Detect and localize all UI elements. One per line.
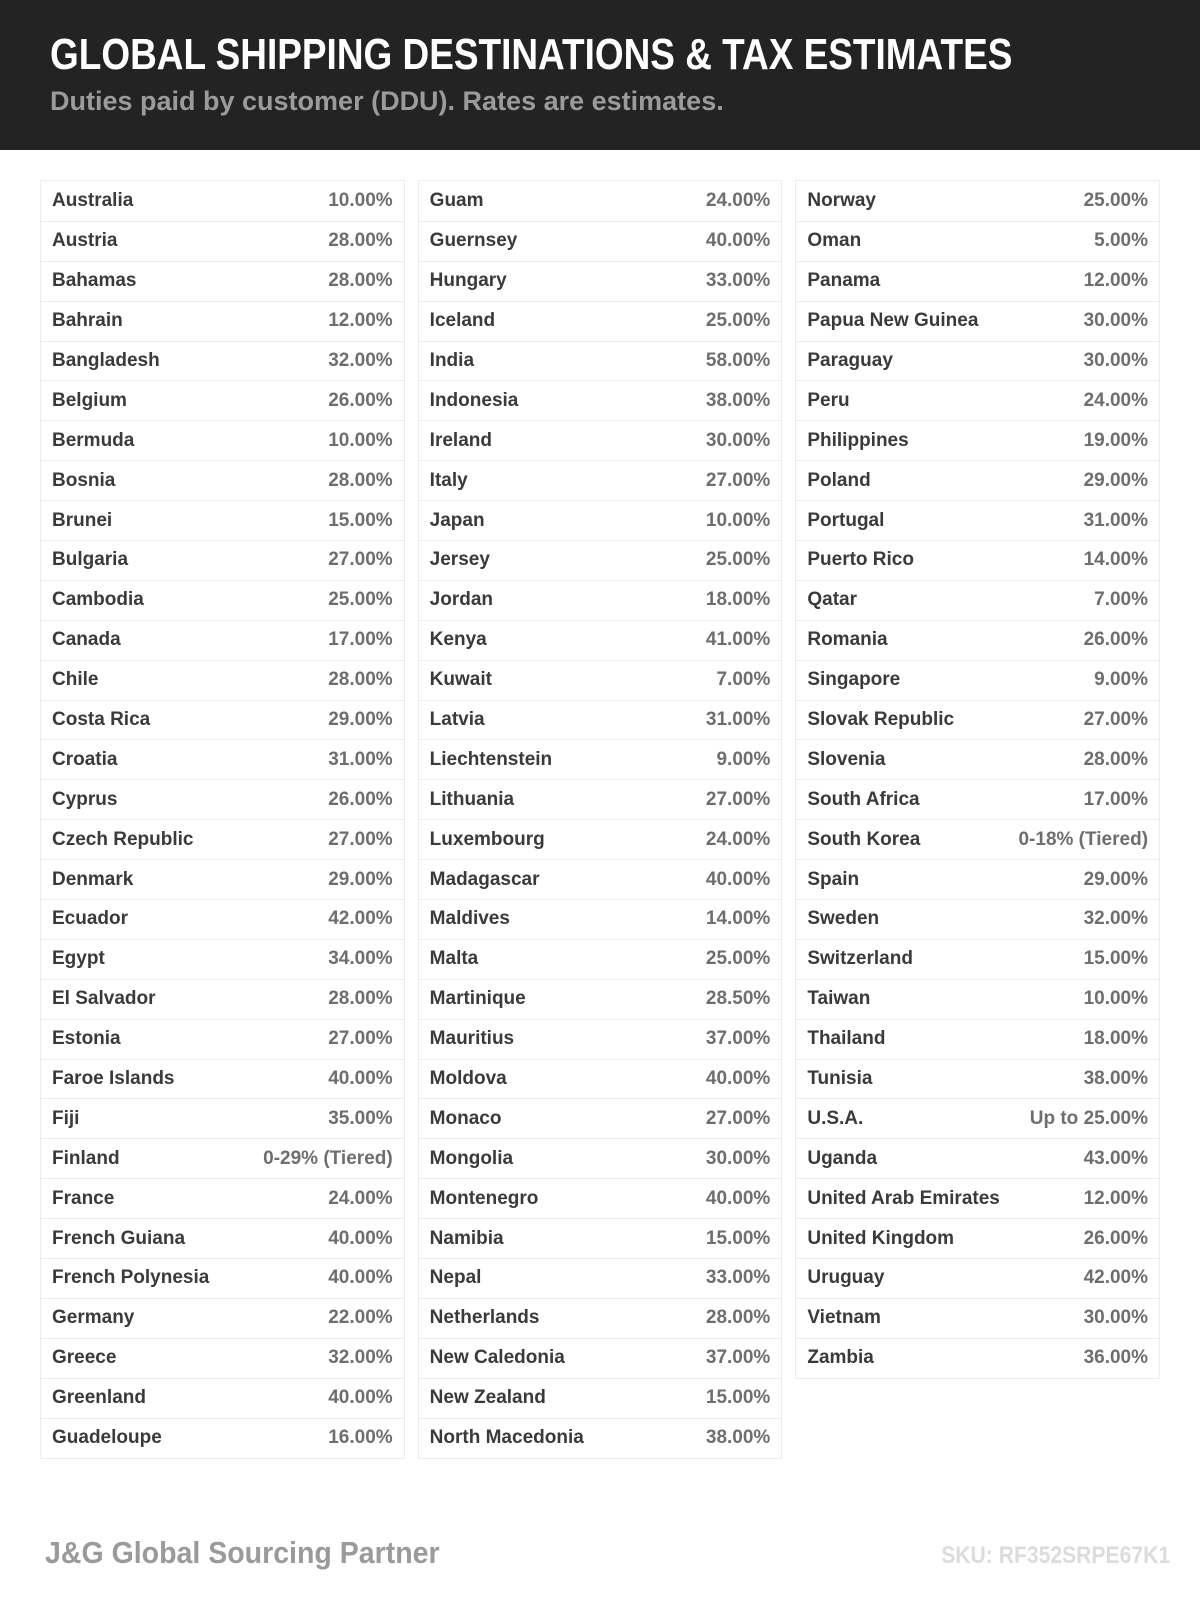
country-name: Ecuador bbox=[52, 908, 129, 930]
country-name: Portugal bbox=[807, 509, 885, 531]
country-name: Bulgaria bbox=[52, 549, 129, 571]
table-row bbox=[419, 1138, 782, 1178]
tax-rate: 24.00% bbox=[705, 189, 771, 211]
country-name: Namibia bbox=[429, 1227, 504, 1249]
country-name: Sweden bbox=[807, 908, 880, 930]
country-name: Puerto Rico bbox=[807, 549, 914, 571]
country-name: New Zealand bbox=[429, 1387, 546, 1409]
tax-rate: 26.00% bbox=[1083, 629, 1149, 651]
country-name: Paraguay bbox=[807, 350, 893, 371]
tax-rate: 40.00% bbox=[328, 1227, 393, 1249]
tax-rate: 25.00% bbox=[705, 310, 771, 332]
country-name: Bahrain bbox=[52, 310, 123, 332]
country-name: New Caledonia bbox=[429, 1347, 565, 1369]
country-name: Faroe Islands bbox=[52, 1068, 175, 1090]
table-row bbox=[419, 261, 782, 301]
tax-rate: 30.00% bbox=[1083, 1307, 1149, 1329]
table-row bbox=[41, 420, 404, 460]
tax-rate: 18.00% bbox=[705, 589, 771, 611]
tax-rate: 15.00% bbox=[328, 509, 393, 531]
tax-rate: 14.00% bbox=[705, 908, 771, 930]
table-row bbox=[41, 739, 404, 779]
tax-rate: 27.00% bbox=[705, 469, 771, 491]
table-row bbox=[796, 380, 1159, 420]
tax-rate: 24.00% bbox=[328, 1187, 393, 1209]
table-row bbox=[419, 779, 782, 819]
table-row bbox=[419, 1378, 782, 1418]
country-name: El Salvador bbox=[52, 988, 156, 1010]
country-name: Montenegro bbox=[429, 1187, 539, 1209]
table-row bbox=[796, 899, 1159, 939]
tax-rate: 5.00% bbox=[1094, 230, 1149, 252]
table-row bbox=[419, 620, 782, 660]
table-row bbox=[796, 540, 1159, 580]
country-name: Slovenia bbox=[807, 748, 886, 770]
brand-text: J&G Global Sourcing Partner bbox=[45, 1534, 440, 1570]
table-row bbox=[41, 580, 404, 620]
tax-rate: 27.00% bbox=[328, 828, 393, 850]
table-row bbox=[796, 460, 1159, 500]
country-name: Jersey bbox=[429, 549, 490, 571]
table-row bbox=[419, 301, 782, 341]
country-name: Latvia bbox=[429, 709, 485, 731]
country-name: France bbox=[52, 1187, 115, 1209]
table-row bbox=[41, 779, 404, 819]
country-name: French Guiana bbox=[52, 1227, 186, 1249]
country-name: Qatar bbox=[807, 589, 857, 611]
tax-rate: 24.00% bbox=[1083, 389, 1149, 411]
table-row bbox=[41, 1378, 404, 1418]
table-row bbox=[419, 221, 782, 261]
country-name: Uruguay bbox=[807, 1267, 885, 1289]
rates-tables bbox=[40, 180, 1160, 1459]
table-row bbox=[796, 1338, 1159, 1378]
country-name: Papua New Guinea bbox=[807, 310, 979, 332]
country-name: Tunisia bbox=[807, 1068, 873, 1090]
country-name: French Polynesia bbox=[52, 1267, 210, 1289]
country-name: Australia bbox=[52, 189, 134, 211]
country-name: Denmark bbox=[52, 868, 134, 890]
country-name: Mongolia bbox=[429, 1147, 514, 1169]
table-row bbox=[796, 1178, 1159, 1218]
country-name: Guadeloupe bbox=[52, 1427, 162, 1449]
table-row bbox=[41, 1178, 404, 1218]
country-name: Japan bbox=[429, 509, 485, 531]
country-name: South Korea bbox=[807, 828, 921, 850]
tax-rate: 28.50% bbox=[705, 988, 771, 1010]
tax-rate: 0-29% (Tiered) bbox=[263, 1147, 393, 1169]
country-name: Oman bbox=[807, 230, 862, 252]
tax-rate: 15.00% bbox=[1083, 948, 1149, 970]
country-name: Zambia bbox=[807, 1347, 874, 1369]
tax-rate: 27.00% bbox=[328, 549, 393, 571]
rates-table-column-3 bbox=[795, 180, 1160, 1379]
table-row bbox=[41, 660, 404, 700]
table-row bbox=[419, 1019, 782, 1059]
country-name: Kenya bbox=[429, 629, 487, 651]
tax-rate: 42.00% bbox=[328, 908, 393, 930]
country-name: Philippines bbox=[807, 429, 909, 451]
country-name: Kuwait bbox=[429, 669, 492, 691]
tax-rate: 25.00% bbox=[1083, 189, 1149, 211]
page-header bbox=[0, 0, 1200, 150]
tax-rate: 40.00% bbox=[705, 230, 771, 252]
tax-rate: 17.00% bbox=[328, 629, 393, 651]
tax-rate: 17.00% bbox=[1083, 788, 1149, 810]
tax-rate: 35.00% bbox=[328, 1107, 393, 1129]
tax-rate: 28.00% bbox=[328, 469, 393, 491]
tax-rate: 7.00% bbox=[1094, 589, 1149, 611]
tax-rate: 27.00% bbox=[1083, 709, 1149, 731]
table-row bbox=[796, 261, 1159, 301]
tax-rate: 30.00% bbox=[705, 1147, 771, 1169]
tax-rate: Up to 25.00% bbox=[1029, 1107, 1149, 1129]
table-row bbox=[41, 819, 404, 859]
table-row bbox=[796, 779, 1159, 819]
country-name: Costa Rica bbox=[52, 709, 151, 731]
tax-rate: 30.00% bbox=[1083, 310, 1149, 332]
tax-rate: 33.00% bbox=[705, 270, 771, 292]
country-name: India bbox=[429, 350, 475, 371]
tax-rate: 9.00% bbox=[1094, 669, 1149, 691]
country-name: Uganda bbox=[807, 1147, 878, 1169]
tax-rate: 25.00% bbox=[328, 589, 393, 611]
country-name: Slovak Republic bbox=[807, 709, 955, 731]
table-row bbox=[796, 939, 1159, 979]
country-name: Italy bbox=[429, 469, 468, 491]
table-row bbox=[41, 181, 404, 221]
country-name: Maldives bbox=[429, 908, 510, 930]
table-row bbox=[796, 819, 1159, 859]
table-row bbox=[419, 1098, 782, 1138]
tax-rate: 9.00% bbox=[716, 748, 771, 770]
tax-rate: 38.00% bbox=[705, 1427, 771, 1449]
country-name: Czech Republic bbox=[52, 828, 194, 850]
country-name: Bahamas bbox=[52, 270, 137, 292]
table-row bbox=[41, 1258, 404, 1298]
table-row bbox=[41, 899, 404, 939]
country-name: Bermuda bbox=[52, 429, 135, 451]
country-name: Singapore bbox=[807, 669, 901, 691]
table-row bbox=[41, 540, 404, 580]
tax-rate: 27.00% bbox=[705, 1107, 771, 1129]
table-row bbox=[419, 420, 782, 460]
table-row bbox=[419, 979, 782, 1019]
table-row bbox=[796, 500, 1159, 540]
tax-rate: 31.00% bbox=[328, 748, 393, 770]
table-row bbox=[419, 380, 782, 420]
tax-rate: 26.00% bbox=[328, 788, 393, 810]
country-name: United Arab Emirates bbox=[807, 1187, 1000, 1209]
rates-table-column-2 bbox=[418, 180, 783, 1459]
table-row bbox=[796, 620, 1159, 660]
table-row bbox=[41, 859, 404, 899]
table-row bbox=[796, 1298, 1159, 1338]
table-row bbox=[41, 1338, 404, 1378]
table-row bbox=[419, 1258, 782, 1298]
tax-rate: 37.00% bbox=[705, 1028, 771, 1050]
table-row bbox=[419, 859, 782, 899]
table-row bbox=[796, 700, 1159, 740]
table-row bbox=[419, 660, 782, 700]
country-name: Bangladesh bbox=[52, 350, 160, 371]
country-name: Austria bbox=[52, 230, 118, 252]
table-row bbox=[796, 1059, 1159, 1099]
country-name: Spain bbox=[807, 868, 860, 890]
tax-rate: 32.00% bbox=[328, 1347, 393, 1369]
tax-rate: 10.00% bbox=[1083, 988, 1149, 1010]
tax-rate: 40.00% bbox=[328, 1387, 393, 1409]
country-name: Guernsey bbox=[429, 230, 518, 252]
table-row bbox=[796, 580, 1159, 620]
table-row bbox=[41, 341, 404, 381]
country-name: Brunei bbox=[52, 509, 113, 531]
table-row bbox=[796, 301, 1159, 341]
country-name: Canada bbox=[52, 629, 121, 651]
table-row bbox=[796, 1218, 1159, 1258]
country-name: Romania bbox=[807, 629, 888, 651]
table-row bbox=[419, 540, 782, 580]
table-row bbox=[796, 1138, 1159, 1178]
tax-rate: 28.00% bbox=[328, 270, 393, 292]
table-row bbox=[419, 819, 782, 859]
tax-rate: 10.00% bbox=[328, 189, 393, 211]
tax-rate: 29.00% bbox=[328, 868, 393, 890]
country-name: North Macedonia bbox=[429, 1427, 584, 1449]
tax-rate: 22.00% bbox=[328, 1307, 393, 1329]
country-name: Madagascar bbox=[429, 868, 540, 890]
table-row bbox=[419, 939, 782, 979]
table-row bbox=[41, 460, 404, 500]
tax-rate: 10.00% bbox=[705, 509, 771, 531]
tax-rate: 31.00% bbox=[1083, 509, 1149, 531]
tax-rate: 30.00% bbox=[705, 429, 771, 451]
tax-rate: 33.00% bbox=[705, 1267, 771, 1289]
table-row bbox=[796, 979, 1159, 1019]
tax-rate: 28.00% bbox=[705, 1307, 771, 1329]
table-row bbox=[41, 979, 404, 1019]
tax-rate: 40.00% bbox=[705, 868, 771, 890]
country-name: U.S.A. bbox=[807, 1107, 864, 1129]
country-name: Jordan bbox=[429, 589, 494, 611]
tax-rate: 27.00% bbox=[328, 1028, 393, 1050]
table-row bbox=[419, 500, 782, 540]
tax-rate: 37.00% bbox=[705, 1347, 771, 1369]
sku-text: SKU: RF352SRPE67K1 bbox=[941, 1541, 1170, 1569]
table-row bbox=[41, 1418, 404, 1458]
country-name: Netherlands bbox=[429, 1307, 540, 1329]
tax-rate: 29.00% bbox=[328, 709, 393, 731]
tax-rate: 28.00% bbox=[328, 669, 393, 691]
table-row bbox=[419, 899, 782, 939]
country-name: Mauritius bbox=[429, 1028, 515, 1050]
tax-rate: 25.00% bbox=[705, 948, 771, 970]
table-row bbox=[419, 181, 782, 221]
country-name: Greenland bbox=[52, 1387, 146, 1409]
table-row bbox=[41, 500, 404, 540]
country-name: Egypt bbox=[52, 948, 105, 970]
table-row bbox=[419, 341, 782, 381]
table-row bbox=[796, 181, 1159, 221]
tax-rate: 14.00% bbox=[1083, 549, 1149, 571]
table-row bbox=[796, 1098, 1159, 1138]
country-name: Poland bbox=[807, 469, 871, 491]
country-name: Cyprus bbox=[52, 788, 118, 810]
tax-rate: 12.00% bbox=[1083, 1187, 1149, 1209]
table-row bbox=[41, 221, 404, 261]
country-name: Panama bbox=[807, 270, 881, 292]
page-footer bbox=[45, 1535, 1170, 1571]
country-name: Moldova bbox=[429, 1068, 507, 1090]
table-row bbox=[41, 1059, 404, 1099]
tax-rate: 38.00% bbox=[705, 389, 771, 411]
table-row bbox=[796, 859, 1159, 899]
tax-rate: 15.00% bbox=[705, 1387, 771, 1409]
table-row bbox=[419, 1418, 782, 1458]
table-row bbox=[41, 1218, 404, 1258]
rates-table-column-1 bbox=[40, 180, 405, 1459]
table-row bbox=[796, 341, 1159, 381]
country-name: Switzerland bbox=[807, 948, 913, 970]
tax-rate: 12.00% bbox=[1083, 270, 1149, 292]
tax-rate: 32.00% bbox=[328, 350, 393, 371]
country-name: Fiji bbox=[52, 1107, 80, 1129]
country-name: Liechtenstein bbox=[429, 748, 553, 770]
tax-rate: 26.00% bbox=[1083, 1227, 1149, 1249]
tax-rate: 15.00% bbox=[705, 1227, 771, 1249]
page-subtitle: Duties paid by customer (DDU). Rates are estimates. bbox=[50, 85, 724, 116]
table-row bbox=[419, 1298, 782, 1338]
tax-rate: 28.00% bbox=[328, 988, 393, 1010]
country-name: United Kingdom bbox=[807, 1227, 955, 1249]
country-name: Malta bbox=[429, 948, 479, 970]
tax-rate: 40.00% bbox=[705, 1187, 771, 1209]
tax-rate: 36.00% bbox=[1083, 1347, 1149, 1369]
tax-rate: 40.00% bbox=[328, 1068, 393, 1090]
table-row bbox=[41, 1138, 404, 1178]
tax-rate: 41.00% bbox=[705, 629, 771, 651]
table-row bbox=[796, 1019, 1159, 1059]
country-name: Hungary bbox=[429, 270, 507, 292]
tax-rate: 24.00% bbox=[705, 828, 771, 850]
tax-rate: 31.00% bbox=[705, 709, 771, 731]
tax-rate: 19.00% bbox=[1083, 429, 1149, 451]
table-row bbox=[41, 301, 404, 341]
country-name: South Africa bbox=[807, 788, 920, 810]
country-name: Vietnam bbox=[807, 1307, 881, 1329]
country-name: Cambodia bbox=[52, 589, 144, 611]
country-name: Martinique bbox=[429, 988, 526, 1010]
tax-rate: 16.00% bbox=[328, 1427, 393, 1449]
table-row bbox=[41, 1019, 404, 1059]
country-name: Indonesia bbox=[429, 389, 519, 411]
table-row bbox=[41, 620, 404, 660]
table-row bbox=[41, 1298, 404, 1338]
country-name: Guam bbox=[429, 189, 484, 211]
tax-rate: 43.00% bbox=[1083, 1147, 1149, 1169]
tax-rate: 40.00% bbox=[328, 1267, 393, 1289]
tax-rate: 58.00% bbox=[705, 350, 771, 371]
tax-rate: 38.00% bbox=[1083, 1068, 1149, 1090]
country-name: Bosnia bbox=[52, 469, 116, 491]
table-row bbox=[419, 460, 782, 500]
table-row bbox=[41, 261, 404, 301]
country-name: Croatia bbox=[52, 748, 118, 770]
table-row bbox=[419, 1218, 782, 1258]
tax-rate: 18.00% bbox=[1083, 1028, 1149, 1050]
table-row bbox=[41, 1098, 404, 1138]
country-name: Norway bbox=[807, 189, 876, 211]
table-row bbox=[796, 420, 1159, 460]
table-row bbox=[796, 1258, 1159, 1298]
table-row bbox=[796, 660, 1159, 700]
country-name: Taiwan bbox=[807, 988, 871, 1010]
table-row bbox=[41, 939, 404, 979]
country-name: Chile bbox=[52, 669, 99, 691]
tax-rate: 10.00% bbox=[328, 429, 393, 451]
table-row bbox=[419, 1059, 782, 1099]
tax-rate: 12.00% bbox=[328, 310, 393, 332]
tax-rate: 34.00% bbox=[328, 948, 393, 970]
country-name: Lithuania bbox=[429, 788, 515, 810]
country-name: Monaco bbox=[429, 1107, 502, 1129]
tax-rate: 26.00% bbox=[328, 389, 393, 411]
country-name: Germany bbox=[52, 1307, 135, 1329]
country-name: Luxembourg bbox=[429, 828, 545, 850]
country-name: Nepal bbox=[429, 1267, 482, 1289]
country-name: Iceland bbox=[429, 310, 496, 332]
country-name: Ireland bbox=[429, 429, 492, 451]
country-name: Estonia bbox=[52, 1028, 121, 1050]
country-name: Belgium bbox=[52, 389, 127, 411]
tax-rate: 7.00% bbox=[716, 669, 771, 691]
table-row bbox=[41, 380, 404, 420]
tax-rate: 29.00% bbox=[1083, 868, 1149, 890]
tax-rate: 28.00% bbox=[328, 230, 393, 252]
tax-rate: 28.00% bbox=[1083, 748, 1149, 770]
country-name: Thailand bbox=[807, 1028, 886, 1050]
tax-rate: 27.00% bbox=[705, 788, 771, 810]
table-row bbox=[419, 580, 782, 620]
tax-rate: 30.00% bbox=[1083, 350, 1149, 371]
tax-rate: 32.00% bbox=[1083, 908, 1149, 930]
table-row bbox=[796, 221, 1159, 261]
table-row bbox=[41, 700, 404, 740]
tax-rate: 25.00% bbox=[705, 549, 771, 571]
tax-rate: 42.00% bbox=[1083, 1267, 1149, 1289]
table-row bbox=[419, 739, 782, 779]
table-row bbox=[796, 739, 1159, 779]
tax-rate: 40.00% bbox=[705, 1068, 771, 1090]
tax-rate: 0-18% (Tiered) bbox=[1018, 828, 1149, 850]
table-row bbox=[419, 1338, 782, 1378]
country-name: Finland bbox=[52, 1147, 120, 1169]
table-row bbox=[419, 700, 782, 740]
table-row bbox=[419, 1178, 782, 1218]
tax-rate: 29.00% bbox=[1083, 469, 1149, 491]
country-name: Peru bbox=[807, 389, 850, 411]
page-title: GLOBAL SHIPPING DESTINATIONS & TAX ESTIMATES bbox=[50, 30, 1013, 79]
country-name: Greece bbox=[52, 1347, 117, 1369]
